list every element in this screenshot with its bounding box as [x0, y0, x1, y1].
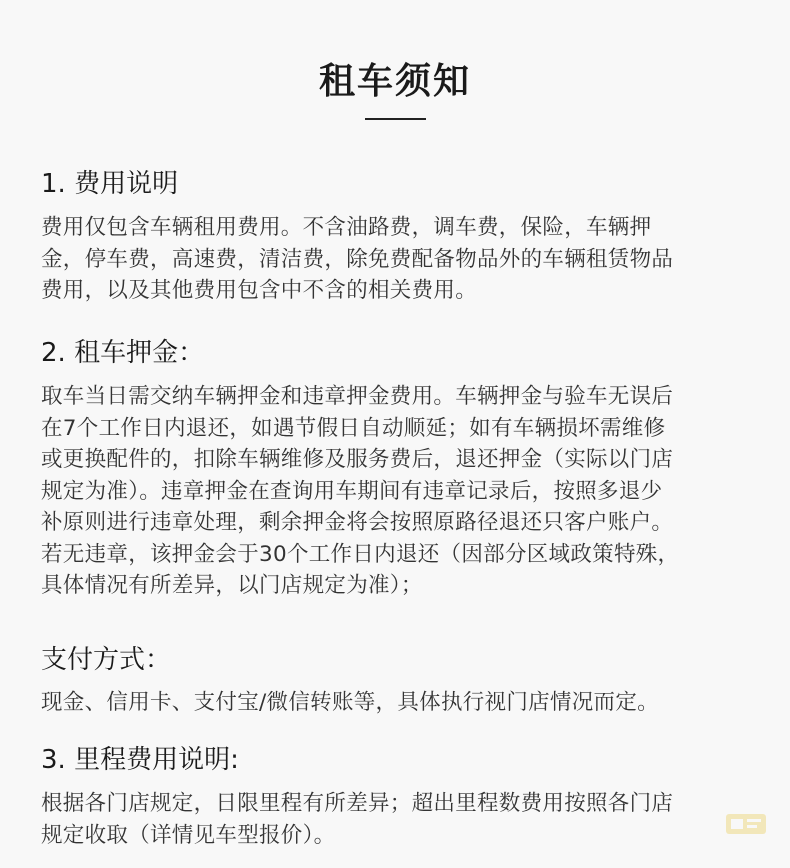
- watermark-logo-icon: [724, 808, 768, 838]
- section-heading-payment: 支付方式：: [41, 645, 172, 675]
- section-heading-mileage: 3. 里程费用说明:: [41, 745, 239, 775]
- title-underline: [365, 118, 426, 120]
- section-heading-deposit: 2. 租车押金：: [41, 338, 205, 368]
- section-body-mileage: 根据各门店规定，日限里程有所差异；超出里程数费用按照各门店 规定收取（详情见车型报价）。: [41, 791, 674, 848]
- section-body-deposit: 取车当日需交纳车辆押金和违章押金费用。车辆押金与验车无误后 在7个工作日内退还，如遇节假日自动顺延；如有车辆损坏需维修 或更换配件的，扣除车辆维修及服务费后，退还押金（实际以门店 规定为准）。违章押金在查询用车期间有违章记录后，按照多退少 补原则进行违章处理，剩余押金将会按照原路径退还只客户账户。 若无违章，该押金会于30个工作日内退还（因部分区域政策特殊， 具体情况有所差异，以门店规定为准）；: [41, 384, 680, 598]
- section-body-fees: 费用仅包含车辆租用费用。不含油路费，调车费，保险，车辆押 金，停车费，高速费，清洁费，除免费配备物品外的车辆租赁物品 费用，以及其他费用包含中不含的相关费用。: [41, 215, 674, 303]
- section-heading-fees: 1. 费用说明: [41, 169, 179, 199]
- page-title: 租车须知: [318, 61, 471, 102]
- section-body-payment: 现金、信用卡、支付宝/微信转账等，具体执行视门店情况而定。: [41, 690, 659, 715]
